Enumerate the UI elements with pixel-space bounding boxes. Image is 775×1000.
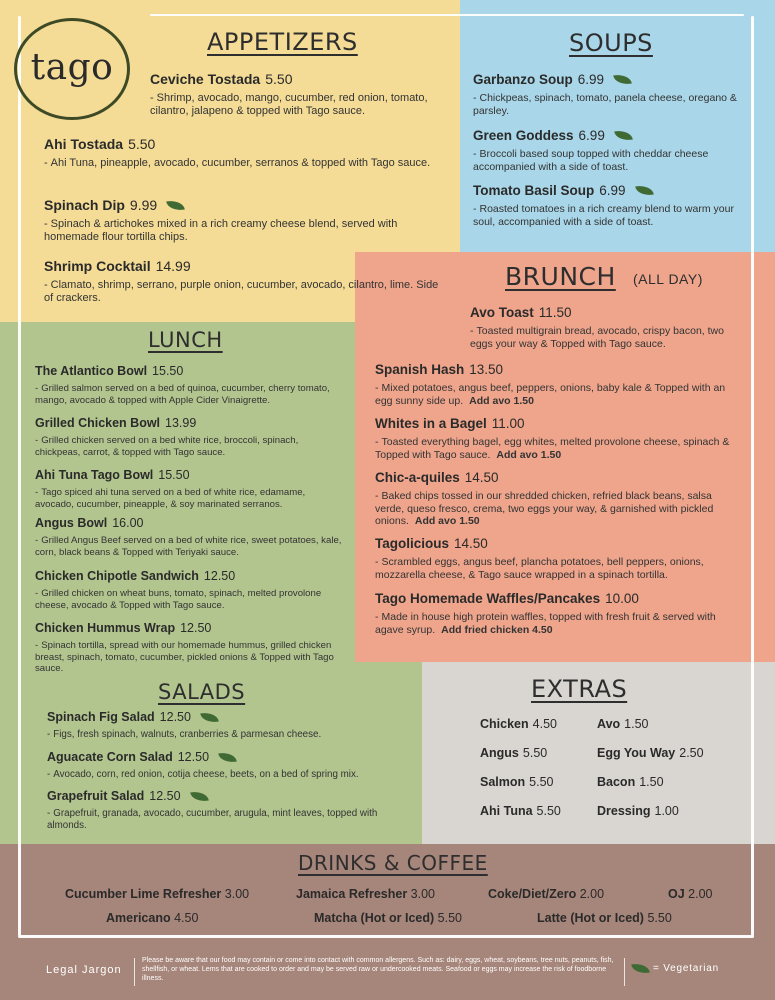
- item-description: Mixed potatoes, angus beef, peppers, onions, baby kale & Topped with an egg sunny side up.: [375, 382, 726, 407]
- extra-name: Bacon: [597, 775, 636, 789]
- extra-price: 1.00: [654, 804, 679, 818]
- extra-price: 1.50: [624, 717, 649, 731]
- menu-item: Chicken Chipotle Sandwich 12.50 - Grilled chicken on wheat buns, tomato, spinach, melted provolone cheese, avocado & Topped with Tago sauce.: [35, 569, 322, 611]
- item-add-on: Add fried chicken 4.50: [441, 623, 553, 636]
- item-name: Chicken Chipotle Sandwich: [35, 569, 199, 583]
- item-name: Spinach Dip: [44, 197, 125, 213]
- extra-item: [480, 804, 597, 819]
- frame-top-stroke: [150, 14, 744, 16]
- extra-name: Angus: [480, 746, 519, 760]
- item-name: Whites in a Bagel: [375, 416, 487, 431]
- item-description: Toasted multigrain bread, avocado, crispy bacon, two eggs your way & Topped with Tago sauce.: [470, 325, 724, 350]
- drink-item: [314, 911, 462, 925]
- extra-item: [597, 746, 740, 761]
- item-description: Grilled chicken on wheat buns, tomato, spinach, melted provolone cheese, avocado & Topped with Tago sauce.: [35, 588, 322, 611]
- drink-item: [537, 911, 672, 925]
- item-description: Chickpeas, spinach, tomato, panela cheese, oregano & parsley.: [473, 92, 737, 117]
- drink-item: [296, 887, 435, 901]
- item-price: 15.50: [158, 468, 190, 482]
- drink-price: 2.00: [579, 887, 605, 901]
- brunch-subtitle: (ALL DAY): [633, 271, 703, 287]
- drinks-title: DRINKS & COFFEE: [298, 851, 488, 875]
- menu-item: Aguacate Corn Salad 12.50 - Avocado, corn, red onion, cotija cheese, beets, on a bed of spring mix.: [47, 750, 359, 780]
- extra-price: 5.50: [522, 746, 548, 760]
- item-description: Grilled chicken served on a bed white rice, broccoli, spinach, chickpeas, carrot, & topped with Tago sauce.: [35, 435, 299, 458]
- item-name: Avo Toast: [470, 305, 534, 320]
- item-description: Spinach & artichokes mixed in a rich creamy cheese blend, served with homemade flour tortilla chips.: [44, 218, 398, 244]
- item-name: Garbanzo Soup: [473, 72, 573, 87]
- drink-price: 4.50: [174, 911, 199, 925]
- menu-item: Grapefruit Salad 12.50 - Grapefruit, granada, avocado, cucumber, arugula, mint leaves, topped with almonds.: [47, 789, 378, 831]
- item-name: Grilled Chicken Bowl: [35, 416, 161, 430]
- drink-name: Matcha (Hot or Iced): [314, 911, 435, 925]
- vegetarian-leaf-icon: [166, 198, 185, 212]
- item-description: Ahi Tuna, pineapple, avocado, cucumber, serranos & topped with Tago sauce.: [50, 157, 431, 169]
- extra-name: Chicken: [480, 717, 529, 731]
- menu-item: Tagolicious 14.50 - Scrambled eggs, angus beef, plancha potatoes, bell peppers, onions, mozzarella cheese, & Tago sauce wrapped in a spinach tortilla.: [375, 536, 704, 581]
- drink-name: Jamaica Refresher: [296, 887, 408, 901]
- drink-name: Americano: [106, 911, 171, 925]
- tago-logo: [14, 18, 130, 120]
- drink-price: 2.00: [688, 887, 713, 901]
- drink-name: Latte (Hot or Iced): [537, 911, 644, 925]
- item-description: Roasted tomatoes in a rich creamy blend to warm your soul, accompanied with a side of toast.: [473, 203, 734, 228]
- drink-price: 3.00: [224, 887, 250, 901]
- item-name: Tomato Basil Soup: [473, 183, 595, 198]
- menu-item: Garbanzo Soup 6.99 - Chickpeas, spinach, tomato, panela cheese, oregano & parsley.: [473, 72, 737, 117]
- item-add-on: Add avo 1.50: [469, 394, 534, 407]
- item-name: Chic-a-quiles: [375, 470, 460, 485]
- item-description: Figs, fresh spinach, walnuts, cranberries & parmesan cheese.: [53, 729, 322, 740]
- menu-item: Ahi Tuna Tago Bowl 15.50 - Tago spiced ahi tuna served on a bed of white rice, edamame, avocado, cucumber, pineapple, & soy marinated serranos.: [35, 468, 306, 510]
- item-name: Spinach Fig Salad: [47, 710, 155, 724]
- menu-item: Tomato Basil Soup 6.99 - Roasted tomatoes in a rich creamy blend to warm your soul, accompanied with a side of toast.: [473, 183, 734, 228]
- item-name: Aguacate Corn Salad: [47, 750, 173, 764]
- item-price: 6.99: [577, 72, 605, 87]
- item-price: 14.50: [464, 470, 499, 485]
- brunch-title: BRUNCH: [505, 262, 616, 291]
- extra-name: Egg You Way: [597, 746, 676, 760]
- item-price: 12.50: [177, 750, 210, 764]
- extra-price: 5.50: [529, 775, 554, 789]
- item-description: Spinach tortilla, spread with our homemade hummus, grilled chicken breast, spinach, tomato, cucumber, pickled onions & Topped with Tago sauce.: [35, 640, 334, 674]
- item-price: 5.50: [265, 71, 293, 87]
- menu-item: Tago Homemade Waffles/Pancakes 10.00 - Made in house high protein waffles, topped with fresh fruit & served with agave syrup. Add fried chicken 4.50: [375, 591, 716, 636]
- menu-item: Ceviche Tostada 5.50 - Shrimp, avocado, mango, cucumber, red onion, tomato, cilantro, jalapeno & topped with Tago sauce.: [150, 71, 428, 118]
- extra-item: [597, 804, 740, 819]
- item-price: 11.50: [538, 305, 572, 320]
- item-description: Avocado, corn, red onion, cotija cheese, beets, on a bed of spring mix.: [53, 769, 359, 780]
- item-description: Tago spiced ahi tuna served on a bed of white rice, edamame, avocado, cucumber, pineapple, & soy marinated serranos.: [35, 487, 306, 510]
- item-name: Ahi Tuna Tago Bowl: [35, 468, 154, 482]
- item-name: Ahi Tostada: [44, 136, 124, 152]
- extra-price: 4.50: [532, 717, 557, 731]
- extra-name: Salmon: [480, 775, 526, 789]
- vegetarian-legend: [632, 963, 719, 974]
- item-price: 13.50: [469, 362, 504, 377]
- item-price: 6.99: [578, 128, 605, 143]
- item-name: Shrimp Cocktail: [44, 258, 151, 274]
- item-add-on: Add avo 1.50: [414, 515, 480, 528]
- vegetarian-leaf-icon: [190, 789, 209, 803]
- item-price: 9.99: [129, 197, 158, 213]
- extra-price: 1.50: [639, 775, 664, 789]
- menu-item: Chic-a-quiles 14.50 - Baked chips tossed in our shredded chicken, refried black beans, salsa verde, queso fresco, crema, two eggs your way, & garnished with pickled onions. Add avo 1.50: [375, 470, 714, 528]
- extra-price: 5.50: [536, 804, 561, 818]
- extra-price: 2.50: [679, 746, 704, 760]
- item-description: Made in house high protein waffles, topped with fresh fruit & served with agave syrup.: [375, 611, 716, 636]
- drink-price: 5.50: [647, 911, 672, 925]
- menu-item: The Atlantico Bowl 15.50 - Grilled salmon served on a bed of quinoa, cucumber, cherry tomato, mango, avocado & topped with Apple Cider Vinaigrette.: [35, 364, 330, 406]
- item-price: 16.00: [112, 516, 144, 530]
- item-price: 5.50: [128, 136, 156, 152]
- drink-item: [65, 887, 249, 901]
- footer-divider: [624, 958, 625, 986]
- item-name: Tago Homemade Waffles/Pancakes: [375, 591, 601, 606]
- item-name: The Atlantico Bowl: [35, 364, 148, 378]
- lunch-title: LUNCH: [148, 328, 223, 352]
- vegetarian-leaf-icon: [635, 184, 654, 198]
- item-description: Shrimp, avocado, mango, cucumber, red onion, tomato, cilantro, jalapeno & topped with Tago sauce.: [150, 92, 428, 118]
- footer-divider: [134, 958, 135, 986]
- item-price: 14.99: [155, 258, 191, 274]
- item-price: 12.50: [149, 789, 181, 803]
- item-price: 6.99: [599, 183, 626, 198]
- item-name: Angus Bowl: [35, 516, 108, 530]
- vegetarian-leaf-icon: [613, 73, 632, 87]
- item-add-on: Add avo 1.50: [496, 448, 562, 461]
- item-description: Baked chips tossed in our shredded chicken, refried black beans, salsa verde, queso fresco, crema, two eggs your way, & garnished with pickled onions.: [375, 490, 714, 528]
- extras-title: EXTRAS: [531, 675, 628, 703]
- item-price: 14.50: [454, 536, 488, 551]
- drink-name: Cucumber Lime Refresher: [65, 887, 222, 901]
- salads-title: SALADS: [158, 680, 246, 704]
- menu-item: Green Goddess 6.99 - Broccoli based soup topped with cheddar cheese accompanied with a side of toast.: [473, 128, 709, 173]
- menu-item: Spanish Hash 13.50 - Mixed potatoes, angus beef, peppers, onions, baby kale & Topped with an egg sunny side up. Add avo 1.50: [375, 362, 726, 407]
- item-name: Grapefruit Salad: [47, 789, 145, 803]
- item-price: 13.99: [165, 416, 197, 430]
- allergen-disclaimer: Please be aware that our food may contain or come into contact with common allergens. Such as: dairy, eggs, wheat, soybeans, tree nuts, peanuts, fish, shellfish, or wheat. Lems that are cooked to order and may be served raw or undercooked meats. Seafood or eggs may increase the risk of foodborne illness.: [142, 957, 614, 982]
- extra-name: Avo: [597, 717, 621, 731]
- appetizers-title: APPETIZERS: [207, 28, 358, 56]
- menu-item: Chicken Hummus Wrap 12.50 - Spinach tortilla, spread with our homemade hummus, grilled chicken breast, spinach, tomato, cucumber, pickled onions & Topped with Tago sauce.: [35, 621, 334, 674]
- menu-item: Angus Bowl 16.00 - Grilled Angus Beef served on a bed of white rice, sweet potatoes, kale, corn, black beans & Topped with Teriyaki sauce.: [35, 516, 342, 558]
- soups-title: SOUPS: [569, 29, 653, 57]
- drink-item: [668, 887, 713, 901]
- item-name: Green Goddess: [473, 128, 574, 143]
- drink-name: OJ: [668, 887, 685, 901]
- drink-price: 3.00: [410, 887, 436, 901]
- item-description: Grilled salmon served on a bed of quinoa, cucumber, cherry tomato, mango, avocado & topped with Apple Cider Vinaigrette.: [35, 383, 330, 406]
- item-price: 12.50: [159, 710, 191, 724]
- frame-bottom-stroke: [18, 935, 754, 938]
- menu-item: Spinach Dip 9.99 - Spinach & artichokes mixed in a rich creamy cheese blend, served with homemade flour tortilla chips.: [44, 197, 398, 244]
- extra-item: [597, 717, 740, 732]
- item-price: 12.50: [180, 621, 212, 635]
- legal-label: Legal Jargon: [46, 964, 122, 976]
- item-name: Ceviche Tostada: [150, 71, 261, 87]
- vegetarian-leaf-icon: [614, 129, 633, 143]
- extra-name: Ahi Tuna: [480, 804, 533, 818]
- logo-text: tago: [30, 46, 114, 88]
- item-name: Chicken Hummus Wrap: [35, 621, 176, 635]
- item-description: Grilled Angus Beef served on a bed of white rice, sweet potatoes, kale, corn, black beans & Topped with Teriyaki sauce.: [35, 535, 342, 558]
- menu-item: Ahi Tostada 5.50 - Ahi Tuna, pineapple, avocado, cucumber, serranos & topped with Tago sauce.: [44, 136, 431, 169]
- item-price: 12.50: [203, 569, 236, 583]
- frame-left-stroke: [18, 16, 21, 936]
- vegetarian-leaf-icon: [200, 710, 219, 724]
- drink-item: [488, 887, 604, 901]
- menu-item: Shrimp Cocktail 14.99 - Clamato, shrimp, serrano, purple onion, cucumber, avocado, cilantro, lime. Side of crackers.: [44, 258, 439, 305]
- menu-item: Avo Toast 11.50 - Toasted multigrain bread, avocado, crispy bacon, two eggs your way & Topped with Tago sauce.: [470, 305, 724, 350]
- drink-item: [106, 911, 198, 925]
- menu-item: Whites in a Bagel 11.00 - Toasted everything bagel, egg whites, melted provolone cheese, spinach & Topped with Tago sauce. Add avo 1.50: [375, 416, 730, 461]
- menu-item: Spinach Fig Salad 12.50 - Figs, fresh spinach, walnuts, cranberries & parmesan cheese.: [47, 710, 322, 740]
- vegetarian-leaf-icon: [218, 750, 237, 764]
- extra-item: [597, 775, 740, 790]
- item-description: Broccoli based soup topped with cheddar cheese accompanied with a side of toast.: [473, 148, 709, 173]
- item-description: Grapefruit, granada, avocado, cucumber, arugula, mint leaves, topped with almonds.: [47, 808, 378, 831]
- extra-item: [480, 717, 597, 732]
- item-description: Toasted everything bagel, egg whites, melted provolone cheese, spinach & Topped with Tago sauce.: [375, 436, 730, 461]
- drink-price: 5.50: [437, 911, 462, 925]
- vegetarian-legend-label: = Vegetarian: [653, 963, 720, 974]
- item-name: Tagolicious: [375, 536, 450, 551]
- extra-name: Dressing: [597, 804, 651, 818]
- extras-list: [480, 717, 740, 819]
- drink-name: Coke/Diet/Zero: [488, 887, 577, 901]
- extra-item: [480, 746, 597, 761]
- item-description: Clamato, shrimp, serrano, purple onion, cucumber, avocado, cilantro, lime. Side of crackers.: [44, 279, 439, 305]
- frame-right-stroke: [751, 16, 754, 936]
- item-price: 15.50: [152, 364, 184, 378]
- item-name: Spanish Hash: [375, 362, 465, 377]
- item-price: 10.00: [605, 591, 639, 606]
- menu-item: Grilled Chicken Bowl 13.99 - Grilled chicken served on a bed white rice, broccoli, spinach, chickpeas, carrot, & topped with Tago sauce.: [35, 416, 299, 458]
- item-price: 11.00: [491, 416, 525, 431]
- extra-item: [480, 775, 597, 790]
- vegetarian-leaf-icon: [631, 962, 650, 976]
- item-description: Scrambled eggs, angus beef, plancha potatoes, bell peppers, onions, mozzarella cheese, & Tago sauce wrapped in a spinach tortilla.: [375, 556, 704, 581]
